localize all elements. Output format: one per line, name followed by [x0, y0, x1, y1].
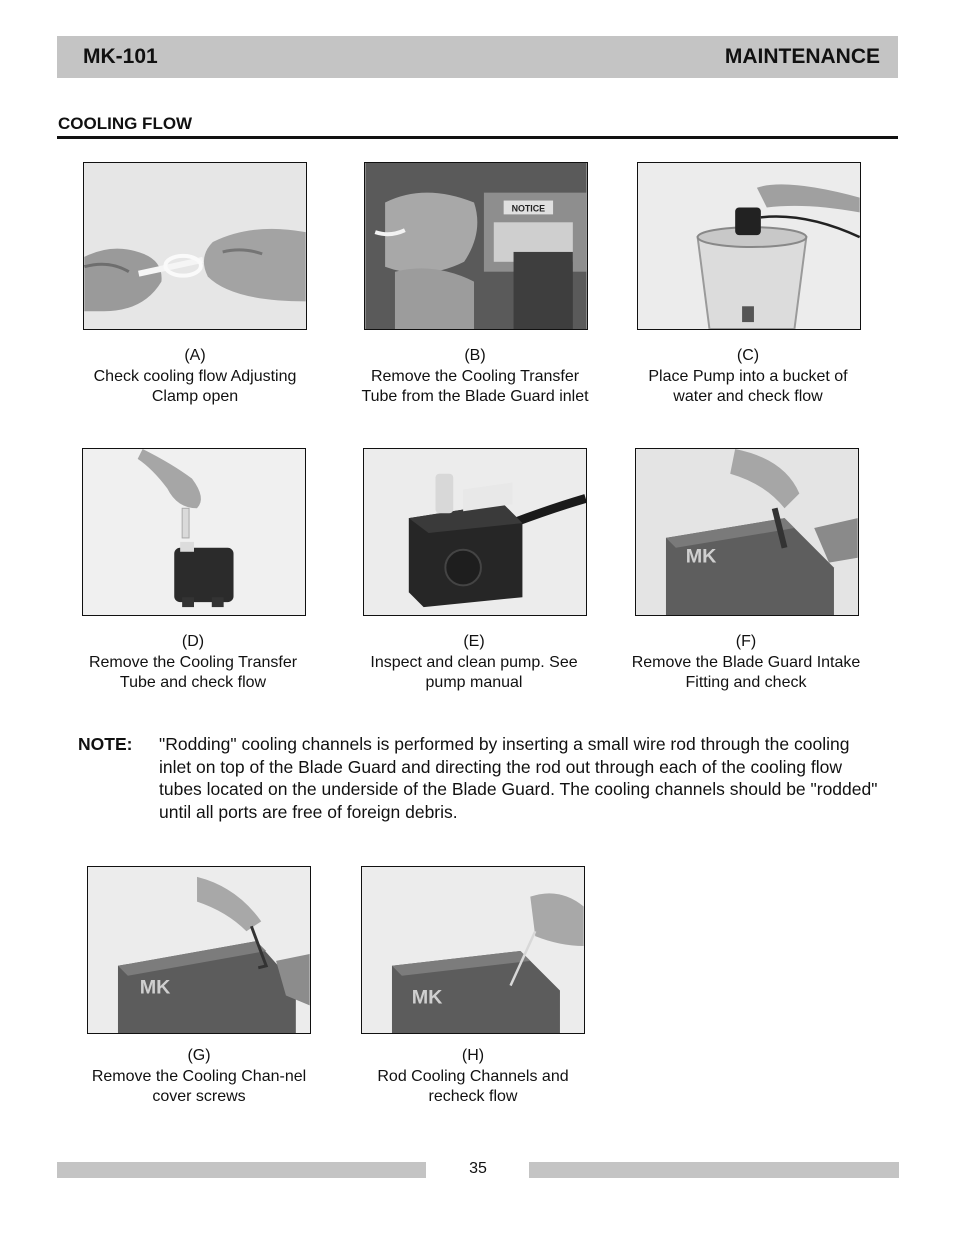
mk-logo: MK	[411, 986, 443, 1009]
footer-bar-right	[529, 1162, 899, 1178]
figure-d-caption	[73, 632, 313, 694]
mk-logo: MK	[139, 976, 171, 999]
figure-caption-text: Remove the Cooling Chan-nel cover screws	[91, 1067, 307, 1105]
figure-caption-text: Inspect and clean pump. See pump manual	[370, 653, 578, 691]
pump-tube-photo-icon	[83, 449, 305, 615]
figure-caption-text: Remove the Blade Guard Intake Fitting and check	[631, 653, 861, 691]
figure-e-photo	[363, 448, 587, 616]
note-label: NOTE:	[78, 734, 133, 754]
section-name: MAINTENANCE	[724, 45, 880, 68]
figure-letter: (C)	[736, 347, 760, 364]
figure-letter: (B)	[464, 347, 486, 364]
figure-a-caption	[75, 346, 315, 408]
figure-c-photo	[637, 162, 861, 330]
page-header	[57, 36, 898, 78]
figure-caption-text: Place Pump into a bucket of water and check flow	[648, 367, 848, 405]
figure-b-photo	[364, 162, 588, 330]
figure-g-photo	[87, 866, 311, 1034]
figure-letter: (F)	[735, 633, 757, 650]
figure-caption-text: Remove the Cooling Transfer Tube from the Blade Guard inlet	[361, 367, 589, 405]
figure-f-photo	[635, 448, 859, 616]
figure-h-caption	[353, 1046, 593, 1108]
figure-a-photo	[83, 162, 307, 330]
pump-bucket-photo-icon	[638, 163, 860, 329]
figure-f-caption	[626, 632, 866, 694]
rod-blade-guard-photo-icon	[362, 867, 584, 1033]
figure-d-photo	[82, 448, 306, 616]
figure-letter: (H)	[461, 1047, 485, 1064]
figure-letter: (E)	[463, 633, 485, 650]
section-rule	[57, 136, 898, 139]
figure-caption-text: Rod Cooling Channels and recheck flow	[377, 1067, 569, 1105]
notice-label: NOTICE	[511, 203, 546, 214]
figure-g-caption	[79, 1046, 319, 1108]
mk-logo: MK	[685, 545, 717, 568]
hands-clamp-photo-icon	[84, 163, 306, 329]
figure-h-photo	[361, 866, 585, 1034]
tube-removal-photo-icon	[365, 163, 587, 329]
model-name: MK-101	[83, 45, 158, 68]
pump-photo-icon	[364, 449, 586, 615]
wrench-blade-guard-photo-icon	[636, 449, 858, 615]
hex-key-blade-guard-photo-icon	[88, 867, 310, 1033]
footer-bar-left	[57, 1162, 426, 1178]
figure-letter: (G)	[187, 1047, 211, 1064]
figure-letter: (A)	[184, 347, 206, 364]
figure-caption-text: Remove the Cooling Transfer Tube and check flow	[88, 653, 298, 691]
section-title: COOLING FLOW	[58, 114, 193, 133]
note-text: "Rodding" cooling channels is performed by inserting a small wire rod through the cooling inlet on top of the Blade Guard and directing the rod out through each of the cooling flow tubes located on the underside of the Blade Guard. The cooling channels should be "rodded" until all ports are free of foreign debris.	[159, 734, 878, 822]
figure-b-caption	[355, 346, 595, 408]
page-number: 35	[469, 1160, 487, 1177]
figure-c-caption	[628, 346, 868, 408]
figure-letter: (D)	[181, 633, 205, 650]
figure-caption-text: Check cooling flow Adjusting Clamp open	[93, 367, 297, 405]
figure-e-caption	[354, 632, 594, 694]
